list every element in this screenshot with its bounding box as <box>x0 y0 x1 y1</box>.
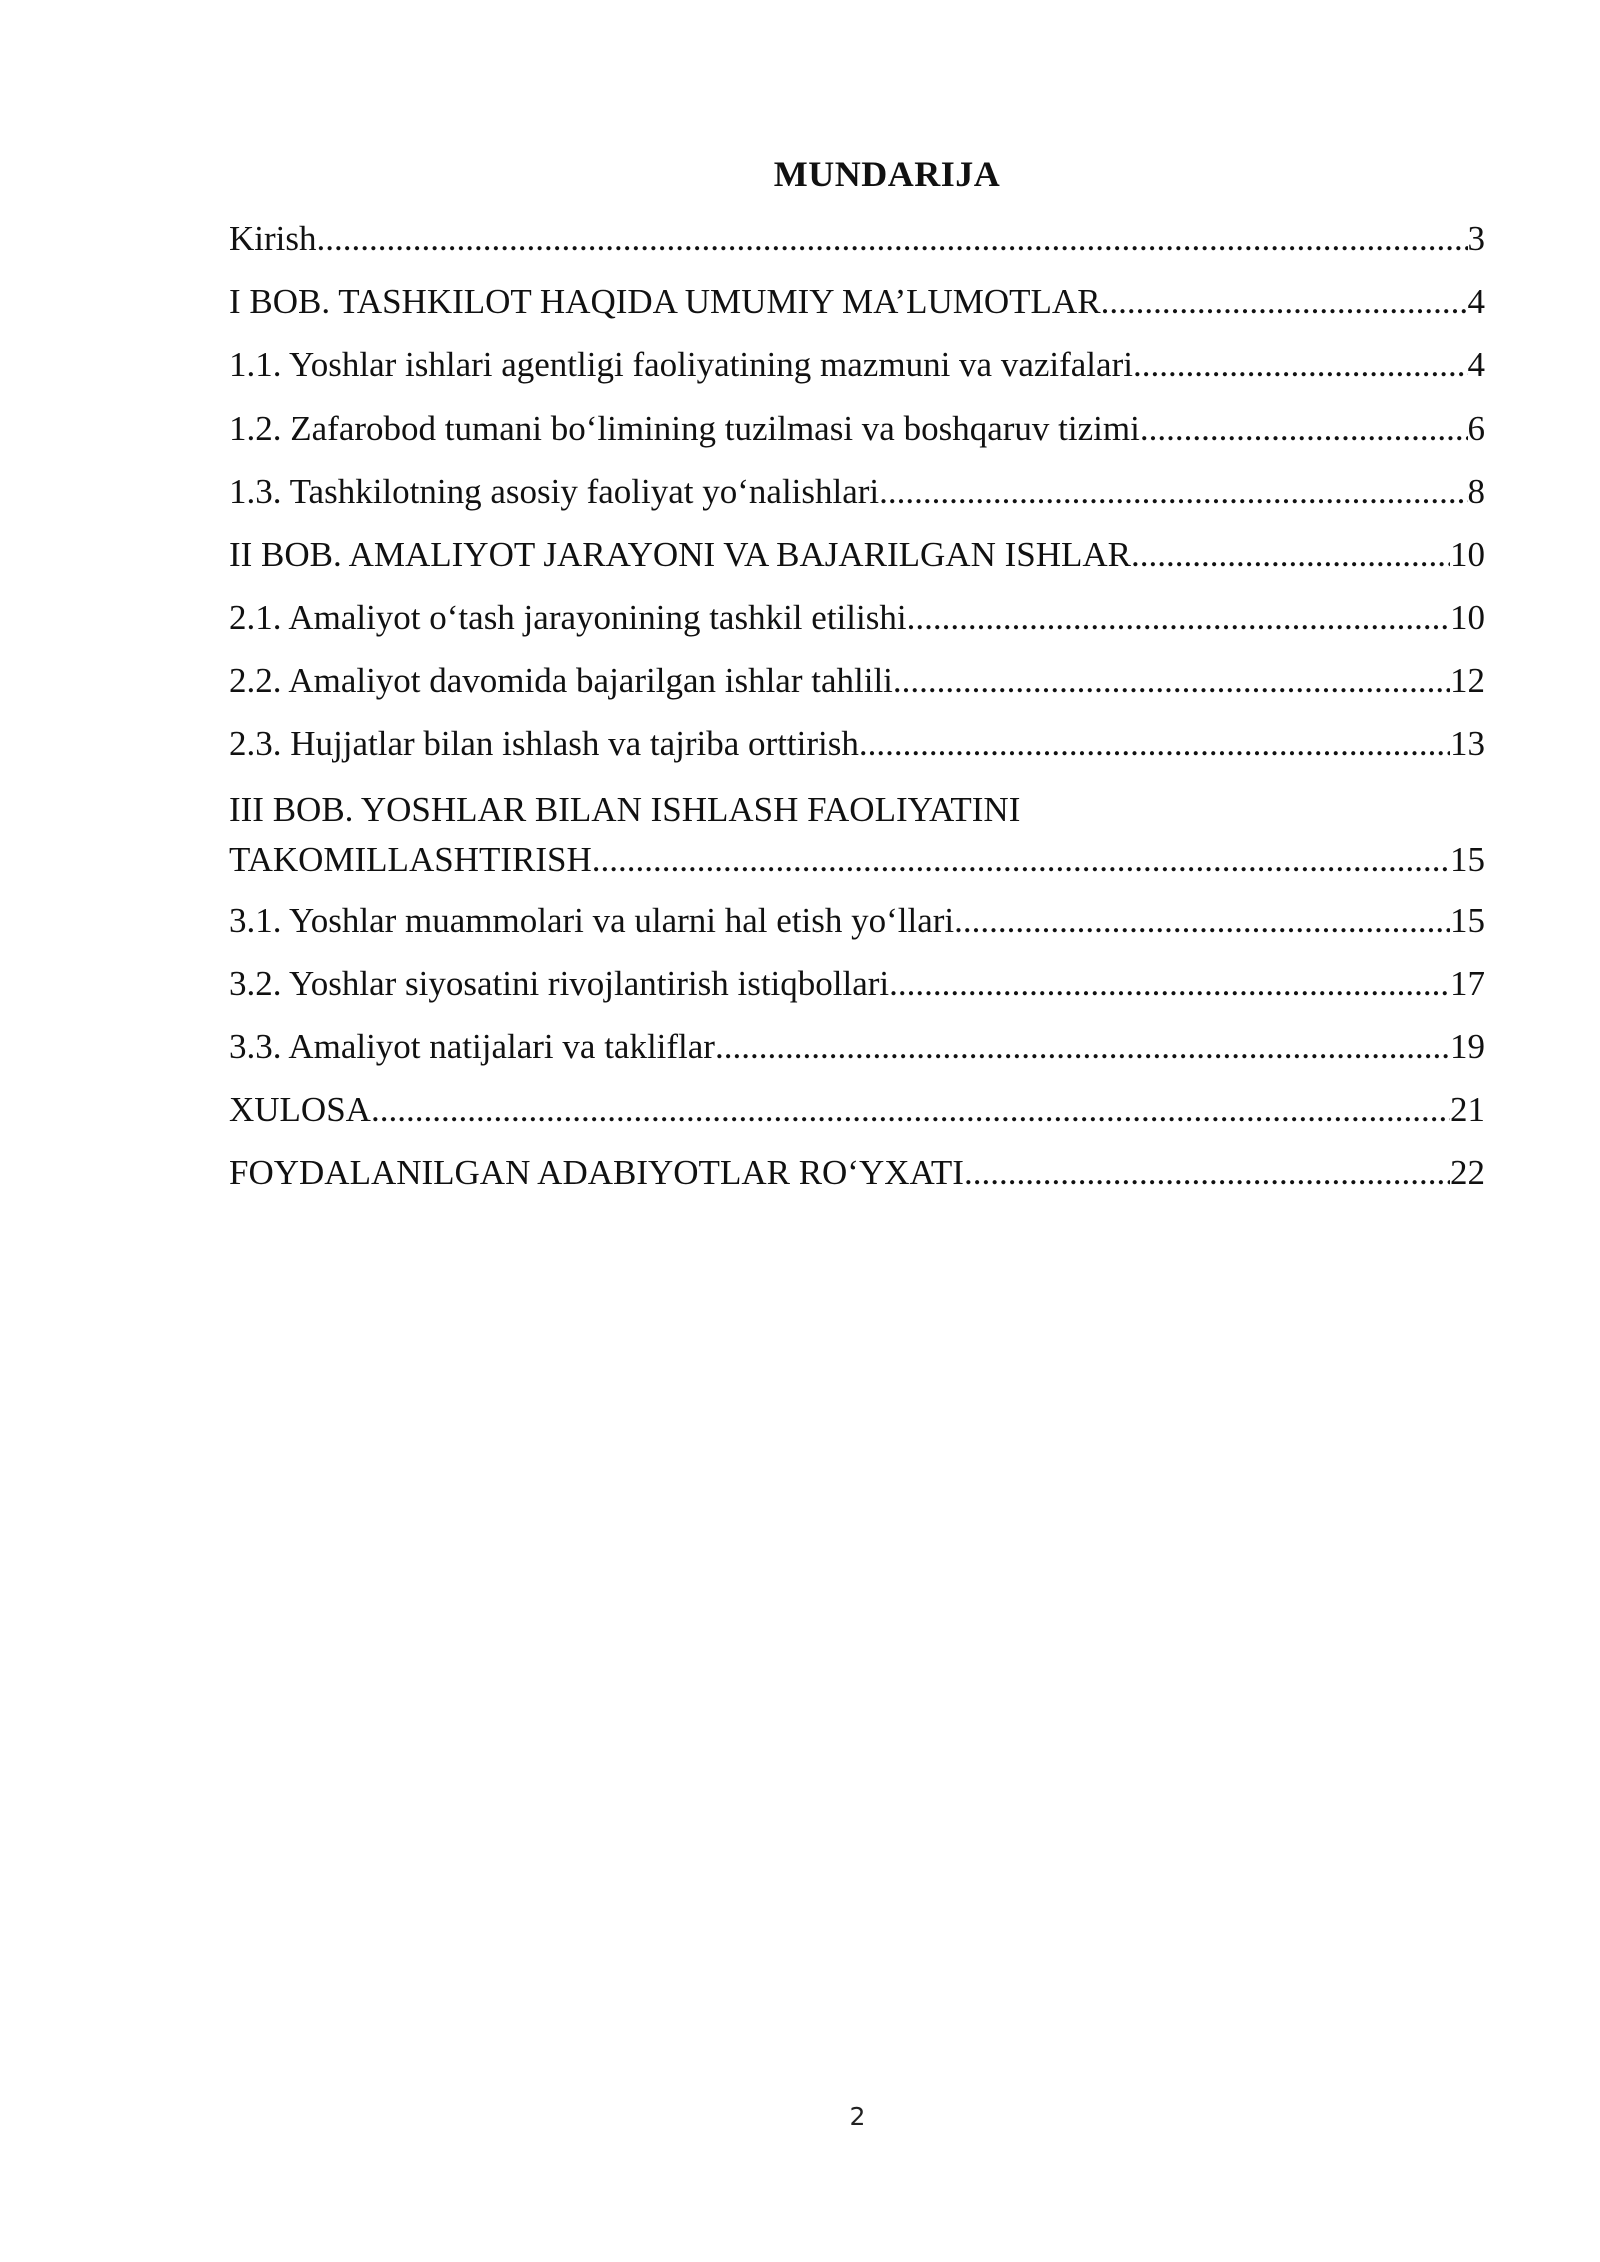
dot-leader <box>879 460 1467 523</box>
toc-entry-page: 6 <box>1467 408 1485 448</box>
dot-leader <box>317 207 1468 270</box>
dot-leader <box>1131 523 1450 586</box>
toc-entry-label: I BOB. TASHKILOT HAQIDA UMUMIY MA’LUMOTLAR <box>229 282 1101 322</box>
toc-entry-section-2-3[interactable] <box>229 713 1485 776</box>
toc-entry-label: 1.3. Tashkilotning asosiy faoliyat yo‘nalishlari <box>229 471 880 511</box>
toc-entry-page: 4 <box>1467 282 1485 322</box>
dot-leader <box>964 1141 1450 1204</box>
toc-entry-section-1-1[interactable] <box>229 333 1485 396</box>
toc-entry-label: 3.1. Yoshlar muammolari va ularni hal etish yo‘llari <box>229 900 955 940</box>
toc-entry-page: 13 <box>1450 724 1485 764</box>
toc-entry-label-line-1: III BOB. YOSHLAR BILAN ISHLASH FAOLIYATINI <box>229 789 1021 829</box>
dot-leader <box>1101 270 1468 333</box>
table-of-contents <box>229 207 1485 1205</box>
dot-leader <box>859 712 1450 775</box>
dot-leader <box>1133 333 1468 396</box>
toc-entry-chapter-1[interactable] <box>229 270 1485 333</box>
toc-entry-label: FOYDALANILGAN ADABIYOTLAR RO‘YXATI <box>229 1153 964 1193</box>
dot-leader <box>715 1015 1450 1078</box>
toc-entry-references[interactable] <box>229 1141 1485 1204</box>
dot-leader <box>907 586 1450 649</box>
toc-entry-section-3-2[interactable] <box>229 952 1485 1015</box>
toc-entry-chapter-3[interactable] <box>229 776 1485 889</box>
dot-leader <box>592 835 1450 885</box>
toc-entry-section-3-1[interactable] <box>229 889 1485 952</box>
toc-entry-page: 8 <box>1467 471 1485 511</box>
toc-entry-label: II BOB. AMALIYOT JARAYONI VA BAJARILGAN ISHLAR <box>229 534 1131 574</box>
dot-leader <box>954 889 1450 952</box>
toc-entry-label: 1.1. Yoshlar ishlari agentligi faoliyatining mazmuni va vazifalari <box>229 345 1133 385</box>
toc-entry-label: 2.3. Hujjatlar bilan ishlash va tajriba orttirish <box>229 724 859 764</box>
toc-entry-chapter-2[interactable] <box>229 523 1485 586</box>
toc-entry-page: 10 <box>1450 534 1485 574</box>
page-title: MUNDARIJA <box>773 154 1001 194</box>
toc-entry-label: 1.2. Zafarobod tumani bo‘limining tuzilmasi va boshqaruv tizimi <box>229 408 1140 448</box>
toc-entry-page: 3 <box>1467 218 1485 258</box>
toc-entry-xulosa[interactable] <box>229 1078 1485 1141</box>
toc-entry-section-1-2[interactable] <box>229 397 1485 460</box>
toc-entry-section-3-3[interactable] <box>229 1015 1485 1078</box>
toc-entry-label: 3.2. Yoshlar siyosatini rivojlantirish istiqbollari <box>229 963 890 1003</box>
toc-entry-page: 22 <box>1450 1153 1485 1193</box>
toc-entry-label: XULOSA <box>229 1090 371 1130</box>
dot-leader <box>889 952 1450 1015</box>
toc-entry-label: Kirish <box>229 218 317 258</box>
toc-entry-section-1-3[interactable] <box>229 460 1485 523</box>
toc-entry-page: 15 <box>1450 900 1485 940</box>
toc-entry-label-line-2: TAKOMILLASHTIRISH <box>229 839 592 879</box>
toc-entry-label: 2.2. Amaliyot davomida bajarilgan ishlar tahlili <box>229 661 893 701</box>
toc-entry-label: 2.1. Amaliyot o‘tash jarayonining tashkil etilishi <box>229 598 907 638</box>
dot-leader <box>893 649 1450 712</box>
toc-entry-page: 10 <box>1450 598 1485 638</box>
page-number: 2 <box>849 2102 866 2131</box>
toc-entry-kirish[interactable] <box>229 207 1485 270</box>
toc-entry-page: 15 <box>1450 839 1485 879</box>
toc-entry-section-2-1[interactable] <box>229 586 1485 649</box>
toc-entry-label: 3.3. Amaliyot natijalari va takliflar <box>229 1027 715 1067</box>
toc-entry-page: 21 <box>1450 1090 1485 1130</box>
toc-entry-page: 12 <box>1450 661 1485 701</box>
toc-entry-page: 19 <box>1450 1027 1485 1067</box>
dot-leader <box>371 1078 1450 1141</box>
dot-leader <box>1140 397 1468 460</box>
toc-entry-page: 4 <box>1467 345 1485 385</box>
toc-entry-section-2-2[interactable] <box>229 649 1485 712</box>
toc-entry-page: 17 <box>1450 963 1485 1003</box>
